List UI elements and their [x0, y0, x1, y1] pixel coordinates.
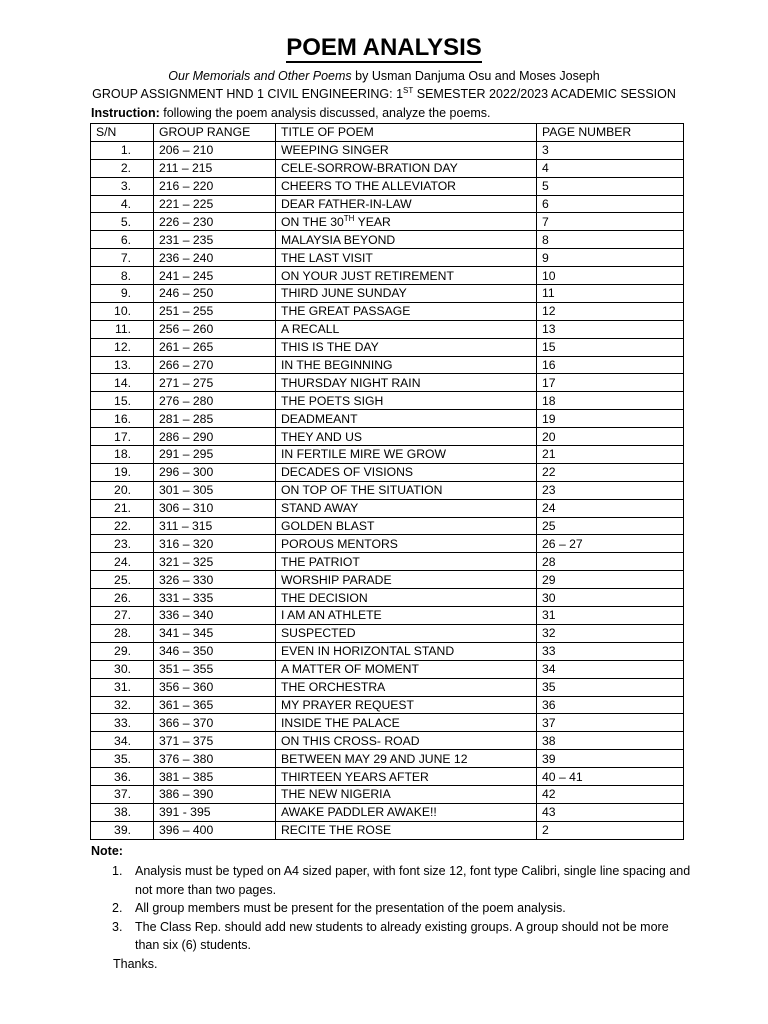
- cell-page-number: 26 – 27: [537, 535, 684, 553]
- table-row: [91, 750, 684, 768]
- table-row: [91, 231, 684, 249]
- table-body: [91, 141, 684, 839]
- cell-page-number: 5: [537, 177, 684, 195]
- cell-sn: 23.: [91, 535, 154, 553]
- cell-sn: 3.: [91, 177, 154, 195]
- cell-page-number: 29: [537, 571, 684, 589]
- cell-group-range: 381 – 385: [154, 768, 276, 786]
- cell-group-range: 261 – 265: [154, 338, 276, 356]
- poem-table: [90, 123, 684, 840]
- cell-page-number: 10: [537, 267, 684, 285]
- cell-page-number: 34: [537, 660, 684, 678]
- cell-title: BETWEEN MAY 29 AND JUNE 12: [276, 750, 537, 768]
- cell-page-number: 37: [537, 714, 684, 732]
- table-row: [91, 177, 684, 195]
- cell-title: CHEERS TO THE ALLEVIATOR: [276, 177, 537, 195]
- cell-page-number: 39: [537, 750, 684, 768]
- cell-sn: 37.: [91, 785, 154, 803]
- notes-list: [91, 862, 691, 973]
- cell-title: THE LAST VISIT: [276, 249, 537, 267]
- cell-title: WEEPING SINGER: [276, 141, 537, 159]
- cell-page-number: 13: [537, 320, 684, 338]
- cell-page-number: 20: [537, 428, 684, 446]
- cell-sn: 34.: [91, 732, 154, 750]
- instruction-line: [91, 104, 491, 122]
- table-row: [91, 785, 684, 803]
- cell-group-range: 336 – 340: [154, 607, 276, 625]
- cell-page-number: 7: [537, 213, 684, 231]
- cell-group-range: 241 – 245: [154, 267, 276, 285]
- cell-page-number: 11: [537, 285, 684, 303]
- cell-page-number: 21: [537, 446, 684, 464]
- cell-group-range: 211 – 215: [154, 159, 276, 177]
- page-title: [0, 33, 768, 63]
- cell-group-range: 221 – 225: [154, 195, 276, 213]
- cell-title: DEADMEANT: [276, 410, 537, 428]
- cell-page-number: 18: [537, 392, 684, 410]
- cell-page-number: 19: [537, 410, 684, 428]
- title-text: ON THE 30: [281, 214, 344, 229]
- table-row: [91, 535, 684, 553]
- cell-group-range: 271 – 275: [154, 374, 276, 392]
- assignment-superscript: ST: [403, 85, 414, 95]
- cell-title: SUSPECTED: [276, 624, 537, 642]
- cell-group-range: 306 – 310: [154, 499, 276, 517]
- cell-group-range: 366 – 370: [154, 714, 276, 732]
- note-item: [91, 918, 691, 955]
- cell-group-range: 331 – 335: [154, 589, 276, 607]
- cell-title: DECADES OF VISIONS: [276, 463, 537, 481]
- title-superscript: TH: [343, 213, 355, 223]
- cell-sn: 16.: [91, 410, 154, 428]
- cell-sn: 27.: [91, 607, 154, 625]
- cell-group-range: 341 – 345: [154, 624, 276, 642]
- cell-group-range: 231 – 235: [154, 231, 276, 249]
- cell-title: THIS IS THE DAY: [276, 338, 537, 356]
- cell-group-range: 316 – 320: [154, 535, 276, 553]
- cell-sn: 25.: [91, 571, 154, 589]
- table-row: [91, 607, 684, 625]
- cell-title: MALAYSIA BEYOND: [276, 231, 537, 249]
- header-title-of-poem: TITLE OF POEM: [276, 124, 537, 142]
- cell-sn: 4.: [91, 195, 154, 213]
- table-row: [91, 446, 684, 464]
- table-row: [91, 803, 684, 821]
- table-row: [91, 517, 684, 535]
- cell-group-range: 206 – 210: [154, 141, 276, 159]
- cell-sn: 35.: [91, 750, 154, 768]
- note-item: [91, 899, 691, 918]
- cell-title: STAND AWAY: [276, 499, 537, 517]
- cell-page-number: 23: [537, 481, 684, 499]
- cell-title: GOLDEN BLAST: [276, 517, 537, 535]
- table-row: [91, 392, 684, 410]
- cell-page-number: 43: [537, 803, 684, 821]
- cell-sn: 28.: [91, 624, 154, 642]
- cell-group-range: 286 – 290: [154, 428, 276, 446]
- cell-sn: 30.: [91, 660, 154, 678]
- header-sn: S/N: [91, 124, 154, 142]
- table-row: [91, 624, 684, 642]
- note-text: The Class Rep. should add new students to already existing groups. A group should not be more than six (6) students.: [135, 919, 669, 952]
- cell-sn: 26.: [91, 589, 154, 607]
- cell-sn: 15.: [91, 392, 154, 410]
- table-row: [91, 267, 684, 285]
- cell-sn: 33.: [91, 714, 154, 732]
- cell-group-range: 386 – 390: [154, 785, 276, 803]
- cell-sn: 6.: [91, 231, 154, 249]
- table-row: [91, 696, 684, 714]
- cell-page-number: 42: [537, 785, 684, 803]
- cell-group-range: 226 – 230: [154, 213, 276, 231]
- table-row: [91, 356, 684, 374]
- cell-title: THE ORCHESTRA: [276, 678, 537, 696]
- cell-group-range: 251 – 255: [154, 302, 276, 320]
- instruction-label: Instruction:: [91, 106, 160, 120]
- cell-group-range: 236 – 240: [154, 249, 276, 267]
- cell-page-number: 17: [537, 374, 684, 392]
- cell-group-range: 361 – 365: [154, 696, 276, 714]
- header-page-number: PAGE NUMBER: [537, 124, 684, 142]
- cell-page-number: 12: [537, 302, 684, 320]
- cell-title: THE NEW NIGERIA: [276, 785, 537, 803]
- cell-title: RECITE THE ROSE: [276, 821, 537, 839]
- cell-sn: 18.: [91, 446, 154, 464]
- note-label: Note:: [91, 844, 123, 858]
- cell-group-range: 376 – 380: [154, 750, 276, 768]
- cell-group-range: 321 – 325: [154, 553, 276, 571]
- cell-title: THE DECISION: [276, 589, 537, 607]
- cell-group-range: 326 – 330: [154, 571, 276, 589]
- instruction-text: following the poem analysis discussed, analyze the poems.: [159, 106, 491, 120]
- cell-title: ON YOUR JUST RETIREMENT: [276, 267, 537, 285]
- cell-page-number: 4: [537, 159, 684, 177]
- thanks-text: Thanks.: [113, 956, 158, 971]
- note-number: 2.: [112, 901, 123, 915]
- cell-sn: 14.: [91, 374, 154, 392]
- book-authors: by Usman Danjuma Osu and Moses Joseph: [351, 69, 600, 83]
- table-row: [91, 589, 684, 607]
- cell-sn: 19.: [91, 463, 154, 481]
- cell-title: WORSHIP PARADE: [276, 571, 537, 589]
- title-text-after: YEAR: [354, 214, 391, 229]
- cell-sn: 11.: [91, 320, 154, 338]
- note-number: 1.: [112, 864, 123, 878]
- cell-sn: 7.: [91, 249, 154, 267]
- cell-title: INSIDE THE PALACE: [276, 714, 537, 732]
- table-row: [91, 285, 684, 303]
- cell-title: MY PRAYER REQUEST: [276, 696, 537, 714]
- cell-sn: 20.: [91, 481, 154, 499]
- cell-title: THURSDAY NIGHT RAIN: [276, 374, 537, 392]
- table-row: [91, 159, 684, 177]
- assignment-line: [0, 85, 768, 103]
- cell-title: POROUS MENTORS: [276, 535, 537, 553]
- cell-group-range: 311 – 315: [154, 517, 276, 535]
- cell-sn: 12.: [91, 338, 154, 356]
- cell-page-number: 28: [537, 553, 684, 571]
- cell-group-range: 396 – 400: [154, 821, 276, 839]
- cell-sn: 5.: [91, 213, 154, 231]
- cell-sn: 38.: [91, 803, 154, 821]
- cell-page-number: 6: [537, 195, 684, 213]
- table-row: [91, 571, 684, 589]
- table-row: [91, 678, 684, 696]
- cell-page-number: 2: [537, 821, 684, 839]
- cell-title: [276, 213, 537, 231]
- cell-title: THE PATRIOT: [276, 553, 537, 571]
- cell-sn: 9.: [91, 285, 154, 303]
- header-group-range: GROUP RANGE: [154, 124, 276, 142]
- cell-page-number: 24: [537, 499, 684, 517]
- cell-group-range: 281 – 285: [154, 410, 276, 428]
- cell-title: AWAKE PADDLER AWAKE!!: [276, 803, 537, 821]
- cell-group-range: 356 – 360: [154, 678, 276, 696]
- table-row: [91, 302, 684, 320]
- cell-group-range: 266 – 270: [154, 356, 276, 374]
- note-text: Analysis must be typed on A4 sized paper, with font size 12, font type Calibri, single line spacing and not more than two pages.: [135, 864, 691, 897]
- cell-sn: 10.: [91, 302, 154, 320]
- cell-title: ON THIS CROSS- ROAD: [276, 732, 537, 750]
- cell-sn: 29.: [91, 642, 154, 660]
- cell-group-range: 256 – 260: [154, 320, 276, 338]
- table-row: [91, 410, 684, 428]
- table-row: [91, 821, 684, 839]
- table-row: [91, 195, 684, 213]
- cell-group-range: 291 – 295: [154, 446, 276, 464]
- cell-group-range: 351 – 355: [154, 660, 276, 678]
- cell-page-number: 30: [537, 589, 684, 607]
- table-row: [91, 499, 684, 517]
- table-row: [91, 553, 684, 571]
- cell-sn: 22.: [91, 517, 154, 535]
- cell-page-number: 38: [537, 732, 684, 750]
- cell-title: THIRD JUNE SUNDAY: [276, 285, 537, 303]
- cell-group-range: 296 – 300: [154, 463, 276, 481]
- cell-group-range: 391 - 395: [154, 803, 276, 821]
- table-row: [91, 463, 684, 481]
- cell-group-range: 346 – 350: [154, 642, 276, 660]
- table-row: [91, 714, 684, 732]
- cell-page-number: 40 – 41: [537, 768, 684, 786]
- book-subtitle: [0, 67, 768, 85]
- cell-title: THE GREAT PASSAGE: [276, 302, 537, 320]
- cell-group-range: 276 – 280: [154, 392, 276, 410]
- assignment-text-a: GROUP ASSIGNMENT HND 1 CIVIL ENGINEERING: 1: [92, 87, 404, 101]
- table-row: [91, 338, 684, 356]
- cell-sn: 36.: [91, 768, 154, 786]
- cell-title: I AM AN ATHLETE: [276, 607, 537, 625]
- cell-title: A MATTER OF MOMENT: [276, 660, 537, 678]
- page-title-text: POEM ANALYSIS: [286, 34, 482, 61]
- table-row: [91, 768, 684, 786]
- table-row: [91, 374, 684, 392]
- table-row: [91, 642, 684, 660]
- note-number: 3.: [112, 919, 123, 934]
- table-header-row: [91, 124, 684, 142]
- cell-sn: 39.: [91, 821, 154, 839]
- cell-title: THIRTEEN YEARS AFTER: [276, 768, 537, 786]
- cell-page-number: 9: [537, 249, 684, 267]
- cell-title: DEAR FATHER-IN-LAW: [276, 195, 537, 213]
- cell-sn: 8.: [91, 267, 154, 285]
- cell-page-number: 33: [537, 642, 684, 660]
- cell-sn: 21.: [91, 499, 154, 517]
- table-row: [91, 320, 684, 338]
- cell-title: EVEN IN HORIZONTAL STAND: [276, 642, 537, 660]
- cell-page-number: 35: [537, 678, 684, 696]
- cell-title: A RECALL: [276, 320, 537, 338]
- cell-page-number: 36: [537, 696, 684, 714]
- table-row: [91, 428, 684, 446]
- cell-page-number: 32: [537, 624, 684, 642]
- book-title: Our Memorials and Other Poems: [168, 69, 352, 83]
- cell-page-number: 22: [537, 463, 684, 481]
- cell-group-range: 246 – 250: [154, 285, 276, 303]
- cell-page-number: 16: [537, 356, 684, 374]
- cell-sn: 1.: [91, 141, 154, 159]
- assignment-text-b: SEMESTER 2022/2023 ACADEMIC SESSION: [413, 87, 676, 101]
- cell-sn: 13.: [91, 356, 154, 374]
- cell-page-number: 3: [537, 141, 684, 159]
- cell-group-range: 301 – 305: [154, 481, 276, 499]
- cell-page-number: 15: [537, 338, 684, 356]
- table-row: [91, 732, 684, 750]
- table-row: [91, 213, 684, 231]
- note-text: All group members must be present for the presentation of the poem analysis.: [135, 901, 566, 915]
- cell-sn: 31.: [91, 678, 154, 696]
- cell-page-number: 31: [537, 607, 684, 625]
- note-item: [91, 862, 691, 899]
- cell-sn: 32.: [91, 696, 154, 714]
- cell-page-number: 25: [537, 517, 684, 535]
- cell-sn: 24.: [91, 553, 154, 571]
- cell-sn: 2.: [91, 159, 154, 177]
- cell-title: THE POETS SIGH: [276, 392, 537, 410]
- cell-sn: 17.: [91, 428, 154, 446]
- cell-group-range: 216 – 220: [154, 177, 276, 195]
- cell-title: IN THE BEGINNING: [276, 356, 537, 374]
- cell-page-number: 8: [537, 231, 684, 249]
- table-row: [91, 660, 684, 678]
- cell-title: CELE-SORROW-BRATION DAY: [276, 159, 537, 177]
- cell-group-range: 371 – 375: [154, 732, 276, 750]
- cell-title: ON TOP OF THE SITUATION: [276, 481, 537, 499]
- table-row: [91, 141, 684, 159]
- cell-title: THEY AND US: [276, 428, 537, 446]
- table-row: [91, 481, 684, 499]
- cell-title: IN FERTILE MIRE WE GROW: [276, 446, 537, 464]
- table-row: [91, 249, 684, 267]
